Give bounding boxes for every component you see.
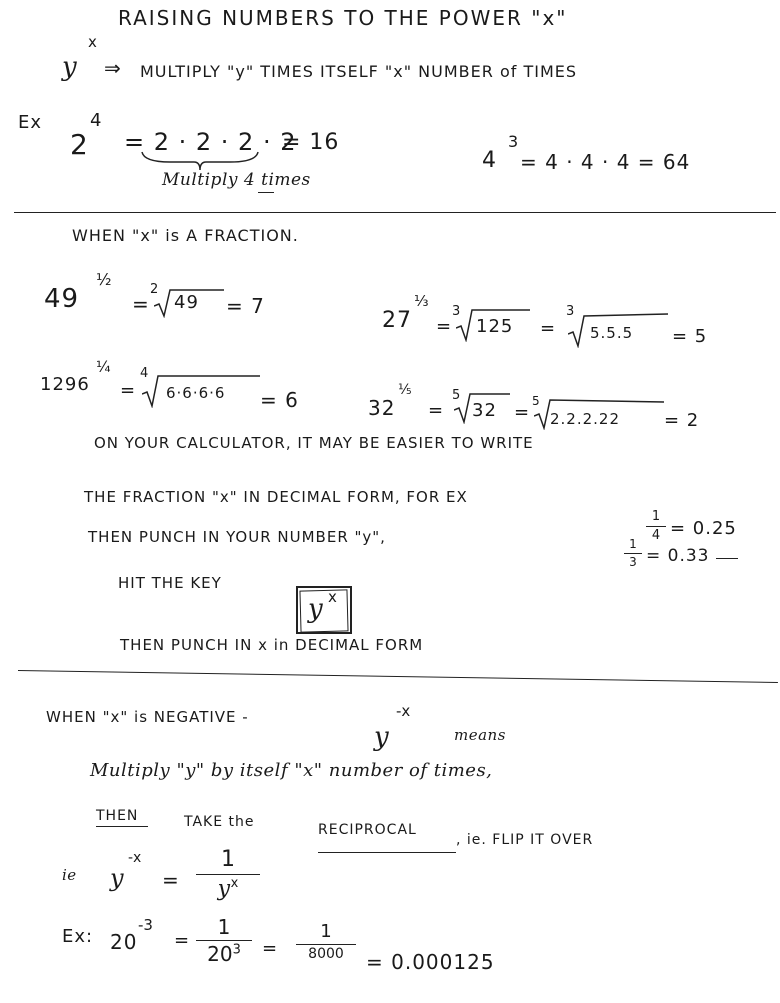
negative-line-2: TAKE the [184, 814, 255, 830]
calc-fraction-third [624, 538, 642, 569]
negative-example-result: = 0.000125 [366, 950, 495, 974]
negative-heading-base: y [374, 722, 390, 752]
calc-quarter-numerator: 1 [651, 509, 661, 524]
fraction-ex2-base: 27 [382, 308, 412, 333]
negative-example-equals: = [174, 930, 191, 951]
negative-example-numerator-2: 1 [320, 921, 332, 942]
ie-fraction [196, 848, 260, 902]
example1-brace-note: Multiply 4 times [162, 170, 311, 190]
fraction-heading: WHEN "x" is A FRACTION. [72, 226, 299, 245]
fraction-ex1-equals: = [132, 292, 150, 316]
section-divider [18, 670, 778, 683]
example1-expansion: = 2 · 2 · 2 · 2 [124, 128, 297, 156]
calc-line-1: ON YOUR CALCULATOR, IT MAY BE EASIER TO WRITE [94, 434, 534, 452]
section-divider [14, 212, 776, 213]
negative-then: THEN [96, 808, 139, 824]
fraction-ex1-result: = 7 [226, 294, 265, 318]
fraction-ex4-radicand-1: 32 [472, 400, 497, 421]
calc-line-4: HIT THE KEY [118, 574, 222, 592]
negative-heading-means: means [454, 726, 506, 744]
fraction-ex4-equals: = [428, 400, 445, 421]
power-key-exponent: x [328, 588, 337, 606]
fraction-bar [196, 874, 260, 875]
fraction-ex1-exponent: ½ [96, 270, 112, 289]
fraction-ex4-exponent: ⅕ [398, 382, 412, 398]
repeating-bar [716, 558, 738, 559]
example2-base: 4 [482, 148, 497, 173]
reciprocal-underline [318, 852, 456, 853]
fraction-ex4-base: 32 [368, 396, 396, 420]
fraction-ex4-radicand-2: 2.2.2.22 [550, 410, 621, 428]
ie-denominator-base: y [217, 876, 231, 902]
example2-exponent: 3 [508, 132, 519, 151]
calc-third-denominator: 3 [629, 555, 637, 570]
fraction-ex1-radicand: 49 [174, 292, 199, 313]
calc-line-2: THE FRACTION "x" IN DECIMAL FORM, FOR EX [84, 488, 468, 506]
fraction-ex4-index-2: 5 [532, 394, 540, 408]
negative-example-fraction-2 [296, 922, 356, 962]
fraction-ex1-index: 2 [150, 282, 159, 297]
negative-example-numerator-1: 1 [217, 915, 231, 939]
fraction-bar [196, 940, 252, 941]
fraction-bar [646, 526, 666, 527]
definition-exponent: x [88, 33, 97, 51]
page-title: RAISING NUMBERS TO THE POWER "x" [118, 6, 568, 30]
calc-quarter-denominator: 4 [651, 528, 661, 544]
power-key-base: y [308, 594, 324, 624]
ie-base: y [110, 864, 125, 892]
fraction-ex2-equals: = [436, 316, 453, 337]
fraction-ex2-result: = 5 [672, 326, 708, 347]
fraction-ex2-index-2: 3 [566, 304, 575, 319]
fraction-ex2-radicand-1: 125 [476, 316, 514, 337]
negative-example-denominator-1 [196, 943, 252, 965]
negative-example-exponent: -3 [138, 916, 153, 934]
fraction-ex3-exponent: ¼ [96, 358, 111, 376]
fraction-ex3-radicand: 6·6·6·6 [166, 384, 226, 402]
example1-exponent: 4 [90, 110, 102, 131]
example1-base: 2 [70, 128, 89, 161]
negative-example-denominator-exponent: 3 [232, 942, 241, 958]
calc-third-decimal: = 0.33 [646, 546, 710, 566]
fraction-ex4-result: = 2 [664, 410, 700, 431]
fraction-ex3-result: = 6 [260, 388, 299, 412]
negative-example-base: 20 [110, 930, 138, 954]
then-underline [96, 826, 148, 827]
ie-numerator: 1 [221, 847, 235, 872]
definition-base: y [62, 52, 78, 82]
four-underline [258, 192, 274, 193]
fraction-ex4-equals-2: = [514, 402, 531, 423]
implies-arrow: ⇒ [104, 56, 122, 80]
fraction-ex3-equals: = [120, 380, 137, 401]
calc-fraction-quarter [646, 510, 666, 544]
ie-exponent: -x [128, 850, 142, 866]
fraction-ex1-base: 49 [44, 284, 80, 314]
negative-example-equals-2: = [262, 938, 279, 959]
fraction-ex2-exponent: ⅓ [414, 292, 429, 310]
power-key-inner-border [299, 589, 348, 632]
underbrace-icon [140, 150, 260, 172]
negative-example-label: Ex: [62, 926, 94, 947]
calc-quarter-decimal: = 0.25 [670, 518, 737, 539]
negative-heading: WHEN "x" is NEGATIVE - [46, 708, 249, 726]
fraction-ex2-index-1: 3 [452, 304, 461, 319]
example1-result: = 16 [282, 130, 340, 155]
example-label: Ex [18, 112, 43, 133]
ie-denominator-exponent: x [230, 876, 239, 892]
negative-example-denominator-2: 8000 [308, 945, 344, 962]
negative-example-fraction-1 [196, 916, 252, 965]
fraction-ex3-index: 4 [140, 366, 149, 381]
ie-equals: = [162, 868, 180, 892]
example2-expansion: = 4 · 4 · 4 = 64 [520, 150, 691, 174]
fraction-bar [624, 553, 642, 554]
negative-example-denominator-base: 20 [207, 942, 233, 966]
fraction-ex2-equals-2: = [540, 318, 557, 339]
negative-line-2-end: , ie. FLIP IT OVER [456, 832, 594, 848]
calc-line-3: THEN PUNCH IN YOUR NUMBER "y", [88, 528, 386, 546]
calc-line-5: THEN PUNCH IN x in DECIMAL FORM [120, 636, 424, 654]
fraction-bar [296, 944, 356, 945]
negative-heading-exponent: -x [396, 702, 411, 720]
calc-third-numerator: 1 [629, 537, 637, 551]
reciprocal-word: RECIPROCAL [318, 822, 417, 838]
fraction-ex4-index-1: 5 [452, 388, 461, 403]
ie-label: ie [62, 866, 77, 884]
ie-denominator [196, 877, 260, 902]
definition-text: MULTIPLY "y" TIMES ITSELF "x" NUMBER of TIMES [140, 62, 578, 81]
fraction-ex3-base: 1296 [40, 374, 90, 395]
negative-line-1: Multiply "y" by itself "x" number of times, [90, 760, 493, 781]
fraction-ex2-radicand-2: 5.5.5 [590, 324, 634, 342]
